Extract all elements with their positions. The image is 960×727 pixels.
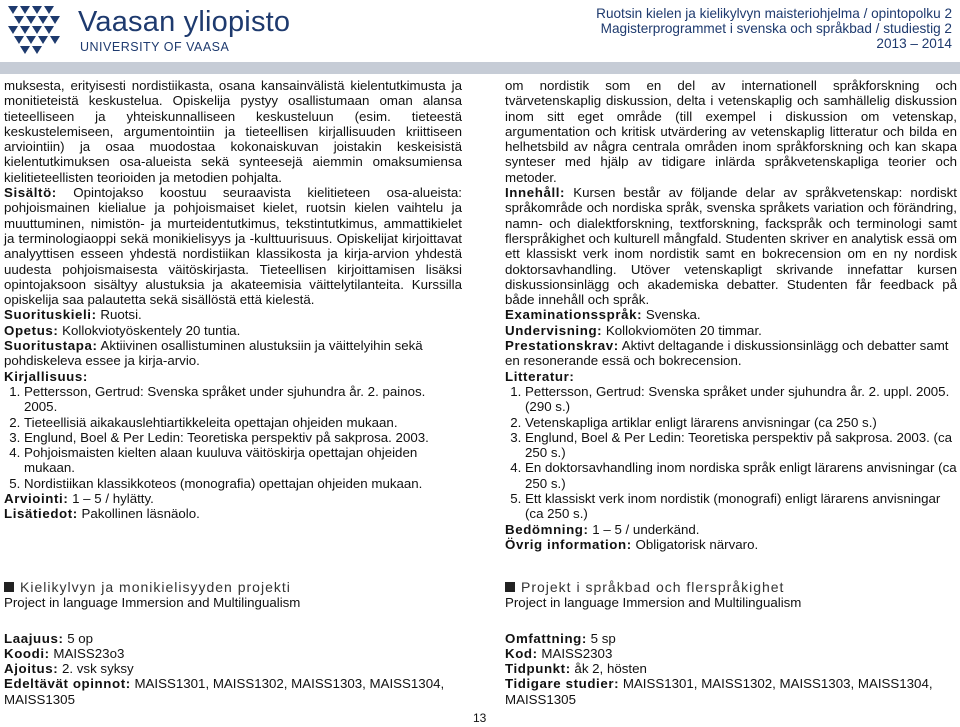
right-column <box>505 78 957 552</box>
method-label: Prestationskrav: <box>505 338 619 354</box>
list-item: 3. Englund, Boel & Per Ledin: Teoretiska perspektiv på sakprosa. 2003. (ca 250 s.) <box>525 430 957 461</box>
header-band <box>0 62 960 74</box>
teaching-label: Undervisning: <box>505 322 603 338</box>
section-heading-text: Kielikylvyn ja monikielisyyden projekti <box>20 579 291 595</box>
prerequisites-row <box>505 676 957 707</box>
code-value: MAISS2303 <box>541 645 613 661</box>
university-logo-icon <box>6 4 64 56</box>
timing-row <box>505 661 957 676</box>
literature-list <box>505 384 957 522</box>
content-label: Innehåll: <box>505 185 566 201</box>
teaching-row <box>4 323 462 338</box>
teaching-row <box>505 323 957 338</box>
academic-year: 2013 – 2014 <box>876 36 952 51</box>
extra-info-label: Övrig information: <box>505 536 632 552</box>
evaluation-label: Arviointi: <box>4 491 69 507</box>
method-row <box>505 338 957 369</box>
logo-title: Vaasan yliopisto <box>78 6 291 38</box>
literature-label: Litteratur: <box>505 368 575 384</box>
method-value: Aktivt deltagande i diskussionsinlägg och debatter samt en resonerande essä och bokrecension. <box>505 338 949 369</box>
credits-label: Omfattning: <box>505 630 587 646</box>
credits-label: Laajuus: <box>4 630 64 646</box>
code-label: Koodi: <box>4 645 50 661</box>
timing-label: Ajoitus: <box>4 661 59 677</box>
objectives-paragraph: om nordistik som en del av internationell språkforskning och tvärvetenskaplig diskussion, delta i vetenskaplig och samhällelig diskussion inom sitt eget område (till exempel i diskussion om vetenskap, argumentation och kritisk utvärdering av vetenskaplig litteratur och bilda en helhetsbild av några centrala områden inom språkforskning och kan skapa synteser med hjälp av tidigare inlärda språkvetenskapliga teorier och metoder. <box>505 78 957 185</box>
list-item: 5. Nordistiikan klassikkoteos (monografia) opettajan ohjeiden mukaan. <box>24 476 462 491</box>
language-label: Suorituskieli: <box>4 307 97 323</box>
section-heading <box>4 580 462 595</box>
method-value: Aktiivinen osallistuminen alustuksiin ja väittelyihin sekä pohdiskeleva essee ja kirja-arvio. <box>4 338 423 369</box>
list-item: 1. Pettersson, Gertrud: Svenska språket under sjuhundra år. 2. uppl. 2005. (290 s.) <box>525 384 957 415</box>
evaluation-row <box>505 522 957 537</box>
literature-list <box>4 384 462 491</box>
list-item: 4. En doktorsavhandling inom nordiska språk enligt lärarens anvisningar (ca 250 s.) <box>525 460 957 491</box>
credits-value: 5 sp <box>590 630 616 646</box>
content-paragraph <box>505 185 957 307</box>
page-number: 13 <box>473 711 487 725</box>
evaluation-value: 1 – 5 / hylätty. <box>72 491 154 507</box>
method-label: Suoritustapa: <box>4 338 98 354</box>
programme-title-sv: Magisterprogrammet i svenska och språkbad / studiestig 2 <box>600 21 952 36</box>
section-heading <box>505 580 957 595</box>
prerequisites-label: Tidigare studier: <box>505 676 620 692</box>
extra-info-value: Pakollinen läsnäolo. <box>81 506 200 522</box>
section-subtitle: Project in language Immersion and Multilingualism <box>4 595 301 611</box>
extra-info-row <box>4 506 462 521</box>
prerequisites-value: MAISS1301, MAISS1302, MAISS1303, MAISS1304, MAISS1305 <box>505 676 933 707</box>
list-item: 2. Tieteellisiä aikakauslehtiartikkeleita opettajan ohjeiden mukaan. <box>24 415 462 430</box>
prerequisites-row <box>4 676 462 707</box>
teaching-value: Kollokviotyöskentely 20 tuntia. <box>62 322 241 338</box>
timing-value: åk 2, hösten <box>574 661 647 677</box>
prerequisites-value: MAISS1301, MAISS1302, MAISS1303, MAISS1304, MAISS1305 <box>4 676 445 707</box>
literature-label: Kirjallisuus: <box>4 368 88 384</box>
course-section-fi <box>4 580 462 707</box>
extra-info-label: Lisätiedot: <box>4 506 78 522</box>
programme-title <box>596 6 952 51</box>
objectives-paragraph: muksesta, erityisesti nordistiikasta, osana kansainvälistä kielentutkimusta ja monitieteistä keskustelua. Opiskelija pystyy osallistumaan oman alansa tieteelliseen ja yhteiskunnalliseen keskusteluun (esim. tieteestä keskustelemiseen, argumentointiin ja tieteellisen kirjallisuuden kriittiseen arviointiin) ja osaa muodostaa kokonaiskuvan joistakin keskeisistä kielentutkimuksen osa-alueista sekä synteesejä aiemmin omaksumiensa kielitieteellisten teorioiden ja metodien pohjalta. <box>4 78 462 185</box>
content-label: Sisältö: <box>4 185 57 201</box>
credits-row <box>505 631 957 646</box>
extra-info-row <box>505 537 957 552</box>
content-paragraph <box>4 185 462 307</box>
language-label: Examinationsspråk: <box>505 307 643 323</box>
code-row <box>4 646 462 661</box>
list-item: 4. Pohjoismaisten kielten alaan kuuluva väitöskirja opettajan ohjeiden mukaan. <box>24 445 462 476</box>
language-row <box>4 307 462 322</box>
logo-subtitle: UNIVERSITY OF VAASA <box>80 40 230 54</box>
evaluation-row <box>4 491 462 506</box>
list-item: 5. Ett klassiskt verk inom nordistik (monografi) enligt lärarens anvisningar (ca 250 s.) <box>525 491 957 522</box>
page-header <box>0 0 960 62</box>
section-heading-text: Projekt i språkbad och flerspråkighet <box>521 579 785 595</box>
language-value: Svenska. <box>645 307 701 323</box>
list-item: 3. Englund, Boel & Per Ledin: Teoretiska perspektiv på sakprosa. 2003. <box>24 430 462 445</box>
timing-label: Tidpunkt: <box>505 661 571 677</box>
content-text: Kursen består av följande delar av språkvetenskap: nordiskt språkområde och nordiska språk, svenska språkets variation och förändring, namn- och dialektforskning, textforskning, fackspråk och terminologi samt flerspråkighet och kulturell mångfald. Studenten skriver en analytisk essä om ett klassiskt verk inom nordistik samt en bokrecension om en ny nordisk doktorsavhandling. Utöver vetenskapligt skrivande innefattar kursen diskussionsinlägg och akademiska debatter. Studenten får feedback på både innehåll och språk. <box>505 185 957 308</box>
evaluation-value: 1 – 5 / underkänd. <box>592 521 700 537</box>
course-section-sv <box>505 580 957 707</box>
list-item: 1. Pettersson, Gertrud: Svenska språket under sjuhundra år. 2. painos. 2005. <box>24 384 462 415</box>
language-row <box>505 307 957 322</box>
content-text: Opintojakso koostuu seuraavista kielitieteen osa-alueista: pohjoismainen kielialue ja pohjoismaiset kielet, ruotsin kielen vaihtelu ja muuttuminen, nimistön- ja murteidentutkimus, tekstintutkimus, ammattikielet ja terminologiaoppi sekä monikielisyys ja -kulttuurisuus. Opiskelijat kirjoittavat analyyttisen esseen yhdestä nordistiikan klassikosta ja kirja-arvion yhdestä uudesta pohjoismaisesta väitöskirjasta. Tieteellisen kirjoittamisen lisäksi opintojaksoon sisältyy alustuksia ja akateemisia väittelytilanteita. Kurssilla opiskelija saa palautetta sekä sisällöstä että kielestä. <box>4 185 462 308</box>
left-column <box>4 78 462 522</box>
list-item: 2. Vetenskapliga artiklar enligt lärarens anvisningar (ca 250 s.) <box>525 415 957 430</box>
credits-row <box>4 631 462 646</box>
timing-value: 2. vsk syksy <box>62 661 134 677</box>
method-row <box>4 338 462 369</box>
credits-value: 5 op <box>67 630 94 646</box>
language-value: Ruotsi. <box>100 307 142 323</box>
prerequisites-label: Edeltävät opinnot: <box>4 676 131 692</box>
bullet-square-icon <box>505 582 515 592</box>
evaluation-label: Bedömning: <box>505 521 589 537</box>
teaching-label: Opetus: <box>4 322 59 338</box>
code-label: Kod: <box>505 645 538 661</box>
timing-row <box>4 661 462 676</box>
bullet-square-icon <box>4 582 14 592</box>
extra-info-value: Obligatorisk närvaro. <box>635 536 759 552</box>
section-subtitle: Project in language Immersion and Multilingualism <box>505 595 802 611</box>
code-row <box>505 646 957 661</box>
programme-title-fi: Ruotsin kielen ja kielikylvyn maisteriohjelma / opintopolku 2 <box>596 6 952 21</box>
code-value: MAISS23o3 <box>53 645 125 661</box>
teaching-value: Kollokviomöten 20 timmar. <box>605 322 762 338</box>
